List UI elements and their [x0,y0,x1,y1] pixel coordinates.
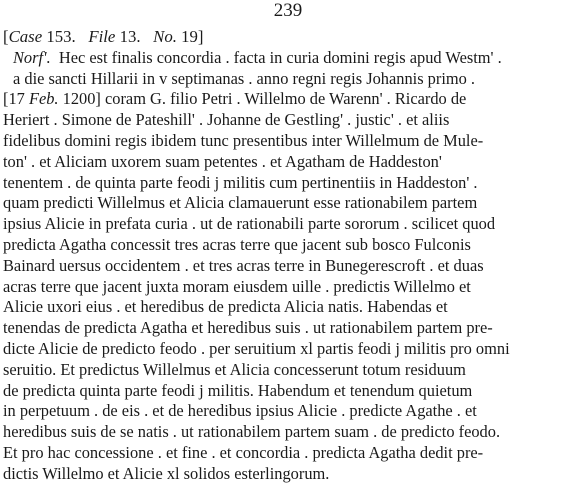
no-label: No. [153,27,177,46]
text-line: fidelibus domini regis ibidem tunc presentibus inter Willelmum de Mule- [3,130,484,150]
page-number: 239 [273,0,303,21]
case-heading: [Case 153. File 13. No. 19] [3,27,204,46]
text-line: dictis Willelmo et Alicie xl solidos esterlingorum. [3,463,330,483]
date-month: Feb. [28,89,59,109]
text-line: heredibus suis de se natis . ut rationabilem partem suam . de predicto feodo. [3,422,501,442]
text-line: Norf'. Hec est finalis concordia . facta in curia domini regis apud Westm' . [13,47,502,67]
text-line: Alicie uxori eius . et heredibus de predicta Alicia natis. Habendas et [3,297,448,317]
case-number: 153. [46,27,76,46]
file-number: 13. [119,27,141,46]
text-line: dicte Alicie de predicto feodo . per seruitium xl partis feodi j militis pro omni [3,338,510,358]
text-line: ton' . et Aliciam uxorem suam petentes . et Agatham de Haddeston' [3,151,442,171]
text-line: predicta Agatha concessit tres acras terre que jacent sub bosco Fulconis [3,234,471,254]
text-line: seruitio. Et predictus Willelmus et Alicia concesserunt totum residuum [3,359,466,379]
text-line: tenendas de predicta Agatha et heredibus suis . ut rationabilem partem pre- [3,318,493,338]
text-line: Heriert . Simone de Pateshill' . Johanne de Gestling' . justic' . et aliis [3,110,450,130]
text-line: acras terre que jacent juxta moram eiusdem uille . predictis Willelmo et [3,276,471,296]
text-line: de predicta quinta parte feodi j militis. Habendum et tenendum quietum [3,380,473,400]
text-line: Et pro hac concessione . et fine . et concordia . predicta Agatha dedit pre- [3,442,484,462]
file-label: File [88,27,116,46]
text-line: in perpetuum . de eis . et de heredibus ipsius Alicie . predicte Agathe . et [3,401,477,421]
case-label: Case [8,27,43,46]
county-label: Norf'. [13,47,51,67]
no-number: 19 [181,27,198,46]
text-line: quam predicti Willelmus et Alicia clamauerunt esse rationabilem partem [3,193,478,213]
charter-text [3,27,571,485]
text-line: a die sancti Hillarii in v septimanas . anno regni regis Johannis primo . [13,68,476,88]
text-line: [17 Feb. 1200] coram G. filio Petri . Willelmo de Warenn' . Ricardo de [3,89,467,109]
text-line: tenentem . de quinta parte feodi j militis cum pertinentiis in Haddeston' . [3,172,478,192]
text-line: Bainard uersus occidentem . et tres acras terre in Bunegerescroft . et duas [3,255,484,275]
text-line: ipsius Alicie in prefata curia . ut de rationabili parte sororum . scilicet quod [3,214,496,234]
